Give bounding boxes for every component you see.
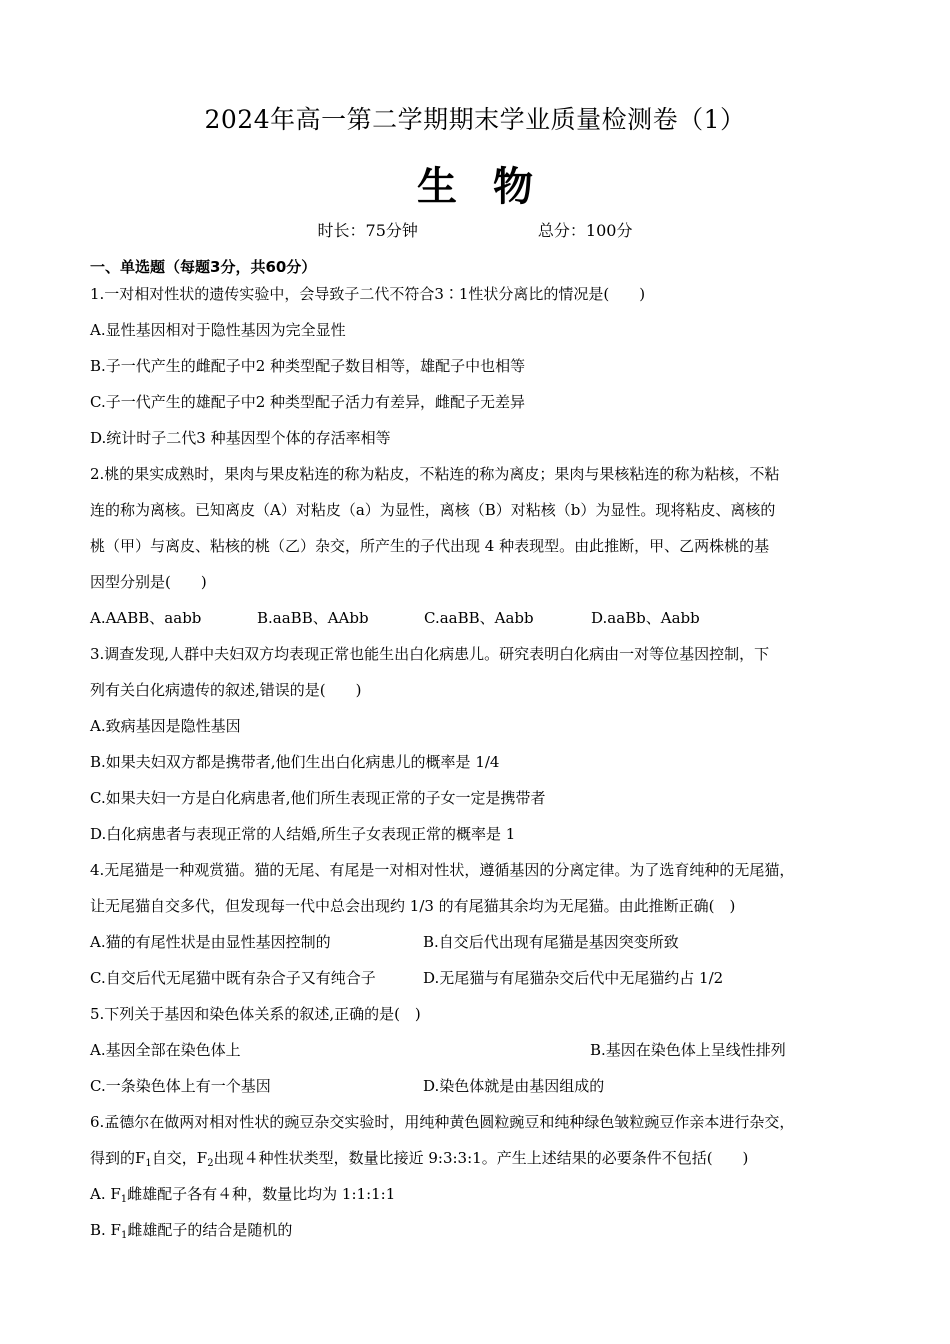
- q3-stem-line: 3.调查发现,人群中夫妇双方均表现正常也能生出白化病患儿。研究表明白化病由一对等位基因控制，下: [90, 645, 770, 663]
- q4-options-row: [90, 960, 865, 996]
- q5-stem: 5.下列关于基因和染色体关系的叙述,正确的是( ): [90, 1005, 421, 1023]
- q2-stem-line: 2.桃的果实成熟时，果肉与果皮粘连的称为粘皮，不粘连的称为离皮；果肉与果核粘连的称为粘核，不粘: [90, 465, 780, 483]
- q4-stem-line: 4.无尾猫是一种观赏猫。猫的无尾、有尾是一对相对性状，遵循基因的分离定律。为了选育纯种的无尾猫，: [90, 861, 795, 879]
- q6-subscript: 1: [145, 1158, 152, 1169]
- q6-option-b-text: 雌雄配子的结合是随机的: [127, 1221, 293, 1239]
- q6-option-a: [90, 1176, 865, 1212]
- q3-option-c: C.如果夫妇一方是白化病患者,他们所生表现正常的子女一定是携带者: [90, 789, 546, 807]
- exam-title: 2024年高一第二学期期末学业质量检测卷（1）: [204, 105, 746, 134]
- q2-options: [90, 600, 865, 636]
- q6-stem-line: [90, 1140, 865, 1176]
- q4-options-row: [90, 924, 865, 960]
- q4-option-c: C.自交后代无尾猫中既有杂合子又有纯合子: [90, 969, 376, 987]
- q1-option-c: C.子一代产生的雄配子中2 种类型配子活力有差异，雌配子无差异: [90, 393, 526, 411]
- q4-option-d: D.无尾猫与有尾猫杂交后代中无尾猫约占 1/2: [423, 969, 724, 987]
- q4-stem-line: 让无尾猫自交多代，但发现每一代中总会出现约 1/3 的有尾猫其余均为无尾猫。由此推断正确( ): [90, 897, 736, 915]
- question-list: [90, 276, 865, 1248]
- duration: 时长：75分钟: [317, 221, 418, 240]
- q1-stem: 1.一对相对性状的遗传实验中，会导致子二代不符合3∶1性状分离比的情况是( ): [90, 285, 646, 303]
- q4-option-a: A.猫的有尾性状是由显性基因控制的: [90, 933, 331, 951]
- section-heading: 一、单选题（每题3分，共60分）: [90, 258, 317, 276]
- q6-option-b: [90, 1212, 865, 1248]
- exam-meta: [0, 218, 950, 241]
- q5-options-row: [90, 1068, 865, 1104]
- q3-option-b: B.如果夫妇双方都是携带者,他们生出白化病患儿的概率是 1/4: [90, 753, 500, 771]
- q2-stem-line: 连的称为离核。已知离皮（A）对粘皮（a）为显性，离核（B）对粘核（b）为显性。现将粘皮、离核的: [90, 501, 776, 519]
- q1-option-a: A.显性基因相对于隐性基因为完全显性: [90, 321, 346, 339]
- q1-option-b: B.子一代产生的雌配子中2 种类型配子数目相等，雄配子中也相等: [90, 357, 526, 375]
- q3-option-a: A.致病基因是隐性基因: [90, 717, 241, 735]
- q5-options-row: [90, 1032, 865, 1068]
- q2-option-a: A.AABB、aabb: [90, 609, 202, 627]
- q2-option-d: D.aaBb、Aabb: [591, 609, 700, 627]
- q5-option-d: D.染色体就是由基因组成的: [423, 1077, 605, 1095]
- q6-text: 出现４种性状类型，数量比接近 9:3:3:1。产生上述结果的必要条件不包括( ): [213, 1149, 749, 1167]
- q6-option-a-text: 雌雄配子各有４种，数量比均为 1:1:1:1: [127, 1185, 396, 1203]
- q6-subscript: 1: [120, 1194, 128, 1205]
- q6-text: 得到的F: [90, 1149, 146, 1167]
- q3-option-d: D.白化病患者与表现正常的人结婚,所生子女表现正常的概率是 1: [90, 825, 516, 843]
- total-score: 总分：100分: [537, 221, 633, 240]
- q5-option-c: C.一条染色体上有一个基因: [90, 1077, 271, 1095]
- q4-option-b: B.自交后代出现有尾猫是基因突变所致: [423, 933, 679, 951]
- q6-subscript: 1: [120, 1230, 128, 1241]
- q6-text: 自交，F: [151, 1149, 208, 1167]
- q6-option-b-prefix: B. F: [90, 1221, 121, 1239]
- q5-option-b: B.基因在染色体上呈线性排列: [590, 1041, 786, 1059]
- q2-option-c: C.aaBB、Aabb: [424, 609, 534, 627]
- q1-option-d: D.统计时子二代3 种基因型个体的存活率相等: [90, 429, 391, 447]
- q3-stem-line: 列有关白化病遗传的叙述,错误的是( ): [90, 681, 362, 699]
- subject-title: 生物: [417, 163, 569, 210]
- q6-option-a-prefix: A. F: [90, 1185, 121, 1203]
- q2-option-b: B.aaBB、AAbb: [257, 609, 369, 627]
- q5-option-a: A.基因全部在染色体上: [90, 1041, 241, 1059]
- q2-stem-line: 桃（甲）与离皮、粘核的桃（乙）杂交，所产生的子代出现 4 种表现型。由此推断，甲、乙两株桃的基: [90, 537, 770, 555]
- q6-stem-line: 6.孟德尔在做两对相对性状的豌豆杂交实验时，用纯种黄色圆粒豌豆和纯种绿色皱粒豌豆作亲本进行杂交，: [90, 1113, 795, 1131]
- q2-stem-line: 因型分别是( ): [90, 573, 207, 591]
- q6-subscript: 2: [207, 1158, 214, 1169]
